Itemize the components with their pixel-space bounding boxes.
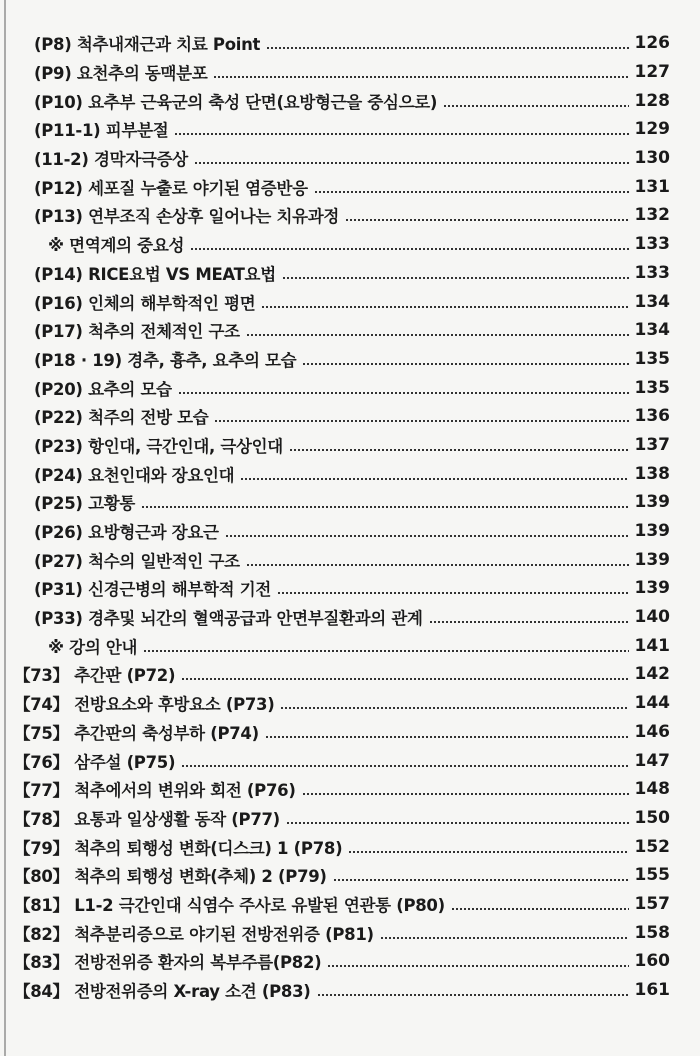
toc-entry-page-number: 136 xyxy=(634,406,670,427)
toc-entry-page-number: 158 xyxy=(634,922,670,943)
dot-leader xyxy=(333,879,629,881)
toc-entry-page-number: 155 xyxy=(634,865,670,886)
toc-entry-title: 【74】 전방요소와 후방요소 (P73) xyxy=(14,695,275,715)
dot-leader xyxy=(345,219,629,221)
dot-leader xyxy=(214,420,628,422)
toc-entry xyxy=(0,775,700,804)
dot-leader xyxy=(302,363,628,365)
toc-entry xyxy=(0,316,700,345)
toc-entry xyxy=(0,287,700,316)
toc-entry-page-number: 135 xyxy=(634,348,670,369)
toc-entry xyxy=(0,144,700,173)
dot-leader xyxy=(194,162,629,164)
toc-entry-title: 【77】 척추에서의 변위와 회전 (P76) xyxy=(14,781,296,801)
toc-entry-page-number: 140 xyxy=(634,607,670,628)
toc-entry-page-number: 157 xyxy=(634,893,670,914)
toc-entry-title: 【80】 척추의 퇴행성 변화(추체) 2 (P79) xyxy=(14,867,327,887)
toc-entry-title: (P20) 요추의 모습 xyxy=(34,379,172,399)
toc-entry xyxy=(0,402,700,431)
dot-leader xyxy=(348,851,628,853)
toc-entry-page-number: 129 xyxy=(634,119,670,140)
dot-leader xyxy=(178,392,629,394)
dot-leader xyxy=(141,506,629,508)
toc-entry-page-number: 150 xyxy=(634,807,670,828)
toc-entry-title: (P27) 척수의 일반적인 구조 xyxy=(34,551,240,571)
dot-leader xyxy=(225,535,629,537)
dot-leader xyxy=(443,105,628,107)
dot-leader xyxy=(451,908,629,910)
toc-entry-title: ※ 면역계의 중요성 xyxy=(48,236,185,256)
dot-leader xyxy=(213,76,628,78)
dot-leader xyxy=(282,277,629,279)
toc-entry-page-number: 130 xyxy=(634,148,670,169)
dot-leader xyxy=(327,965,628,967)
toc-entry xyxy=(0,86,700,115)
toc-entry-title: (P25) 고황통 xyxy=(34,494,135,514)
toc-entry-page-number: 138 xyxy=(634,463,670,484)
toc-entry xyxy=(0,488,700,517)
dot-leader xyxy=(265,736,629,738)
dot-leader xyxy=(246,334,629,336)
dot-leader xyxy=(261,306,628,308)
toc-entry-page-number: 139 xyxy=(634,549,670,570)
toc-entry-title: (P12) 세포질 누출로 야기된 염증반응 xyxy=(34,178,308,198)
toc-entry-page-number: 134 xyxy=(634,291,670,312)
toc-entry-title: (P11-1) 피부분절 xyxy=(34,121,169,141)
dot-leader xyxy=(174,133,628,135)
toc-entry-title: (P16) 인체의 해부학적인 평면 xyxy=(34,293,256,313)
toc-entry xyxy=(0,832,700,861)
toc-entry-page-number: 133 xyxy=(634,234,670,255)
toc-entry xyxy=(0,230,700,259)
dot-leader xyxy=(190,248,628,250)
toc-entry-page-number: 147 xyxy=(634,750,670,771)
toc-entry-page-number: 139 xyxy=(634,521,670,542)
toc-entry xyxy=(0,804,700,833)
dot-leader xyxy=(317,994,629,996)
dot-leader xyxy=(302,793,629,795)
toc-entry-title: 【83】 전방전위증 환자의 복부주름(P82) xyxy=(14,953,322,973)
toc-entry-title: (P17) 척추의 전체적인 구조 xyxy=(34,322,240,342)
toc-entry-page-number: 152 xyxy=(634,836,670,857)
toc-entry-page-number: 137 xyxy=(634,434,670,455)
dot-leader xyxy=(429,621,629,623)
toc-entry-title: (P10) 요추부 근육군의 축성 단면(요방형근을 중심으로) xyxy=(34,92,438,112)
toc-entry-page-number: 128 xyxy=(634,90,670,111)
toc-entry xyxy=(0,660,700,689)
dot-leader xyxy=(314,191,629,193)
toc-entry-page-number: 144 xyxy=(634,693,670,714)
toc-entry-page-number: 127 xyxy=(634,62,670,83)
toc-entry xyxy=(0,431,700,460)
toc-entry xyxy=(0,345,700,374)
dot-leader xyxy=(286,822,629,824)
toc-entry xyxy=(0,718,700,747)
dot-leader xyxy=(143,650,628,652)
toc-entry-title: (P14) RICE요법 VS MEAT요법 xyxy=(34,264,276,284)
toc-entry-title: 【78】 요통과 일상생활 동작 (P77) xyxy=(14,809,280,829)
toc-entry-page-number: 133 xyxy=(634,262,670,283)
toc-entry xyxy=(0,29,700,58)
toc-entry xyxy=(0,603,700,632)
toc-entry xyxy=(0,890,700,919)
toc-entry-page-number: 161 xyxy=(634,980,670,1001)
toc-entry-page-number: 146 xyxy=(634,721,670,742)
toc-entry-page-number: 139 xyxy=(634,578,670,599)
toc-entry-title: 【75】 추간판의 축성부하 (P74) xyxy=(14,723,259,743)
toc-entry-page-number: 148 xyxy=(634,779,670,800)
toc-entry-title: (P8) 척추내재근과 치료 Point xyxy=(34,35,261,55)
toc-entry-page-number: 132 xyxy=(634,205,670,226)
toc-entry-title: 【79】 척추의 퇴행성 변화(디스크) 1 (P78) xyxy=(14,838,343,858)
toc-entry xyxy=(0,459,700,488)
toc-entry-title: (P9) 요천추의 동맥분포 xyxy=(34,64,208,84)
toc-entry-title: (P23) 항인대, 극간인대, 극상인대 xyxy=(34,436,283,456)
toc-entry-title: 【73】 추간판 (P72) xyxy=(14,666,176,686)
toc-entry-title: (P18 · 19) 경추, 흉추, 요추의 모습 xyxy=(34,350,297,370)
toc-entry-title: 【82】 척추분리증으로 야기된 전방전위증 (P81) xyxy=(14,924,374,944)
toc-entry xyxy=(0,201,700,230)
toc-entry-page-number: 126 xyxy=(634,33,670,54)
toc-entry xyxy=(0,746,700,775)
toc-entry-page-number: 160 xyxy=(634,951,670,972)
dot-leader xyxy=(181,765,628,767)
toc-entry xyxy=(0,58,700,87)
dot-leader xyxy=(380,937,629,939)
toc-entry xyxy=(0,172,700,201)
dot-leader xyxy=(246,564,629,566)
toc-entry-title: (P24) 요천인대와 장요인대 xyxy=(34,465,235,485)
toc-entry-title: 【81】 L1-2 극간인대 식염수 주사로 유발된 연관통 (P80) xyxy=(14,895,445,915)
toc-entry-page-number: 142 xyxy=(634,664,670,685)
toc-entry-title: (11-2) 경막자극증상 xyxy=(34,150,188,170)
toc-entry-title: 【84】 전방전위증의 X-ray 소견 (P83) xyxy=(14,982,311,1002)
toc-entry xyxy=(0,861,700,890)
toc-entry-title: (P13) 연부조직 손상후 일어나는 치유과정 xyxy=(34,207,339,227)
dot-leader xyxy=(266,47,628,49)
dot-leader xyxy=(280,707,628,709)
toc-entry-title: (P31) 신경근병의 해부학적 기전 xyxy=(34,580,271,600)
toc-entry-title: 【76】 삼주설 (P75) xyxy=(14,752,176,772)
toc-entry-page-number: 135 xyxy=(634,377,670,398)
toc-entry-page-number: 139 xyxy=(634,492,670,513)
toc-entry xyxy=(0,689,700,718)
dot-leader xyxy=(181,678,628,680)
dot-leader xyxy=(289,449,629,451)
toc-entry-title: ※ 강의 안내 xyxy=(48,637,138,657)
toc-entry xyxy=(0,574,700,603)
toc-entry-page-number: 141 xyxy=(634,635,670,656)
toc-entry-page-number: 134 xyxy=(634,320,670,341)
toc-entry-page-number: 131 xyxy=(634,176,670,197)
toc-entry-title: (P33) 경추및 뇌간의 혈액공급과 안면부질환과의 관계 xyxy=(34,609,423,629)
toc-entry-title: (P22) 척주의 전방 모습 xyxy=(34,408,209,428)
toc-entry xyxy=(0,259,700,288)
toc-entry xyxy=(0,976,700,1005)
toc-entry xyxy=(0,517,700,546)
toc-entry xyxy=(0,373,700,402)
toc-entry xyxy=(0,918,700,947)
toc-entry xyxy=(0,115,700,144)
toc-entry-title: (P26) 요방형근과 장요근 xyxy=(34,523,219,543)
toc-entry xyxy=(0,545,700,574)
dot-leader xyxy=(277,592,629,594)
toc-entry xyxy=(0,947,700,976)
table-of-contents xyxy=(0,29,700,1004)
toc-entry xyxy=(0,631,700,660)
dot-leader xyxy=(240,478,628,480)
